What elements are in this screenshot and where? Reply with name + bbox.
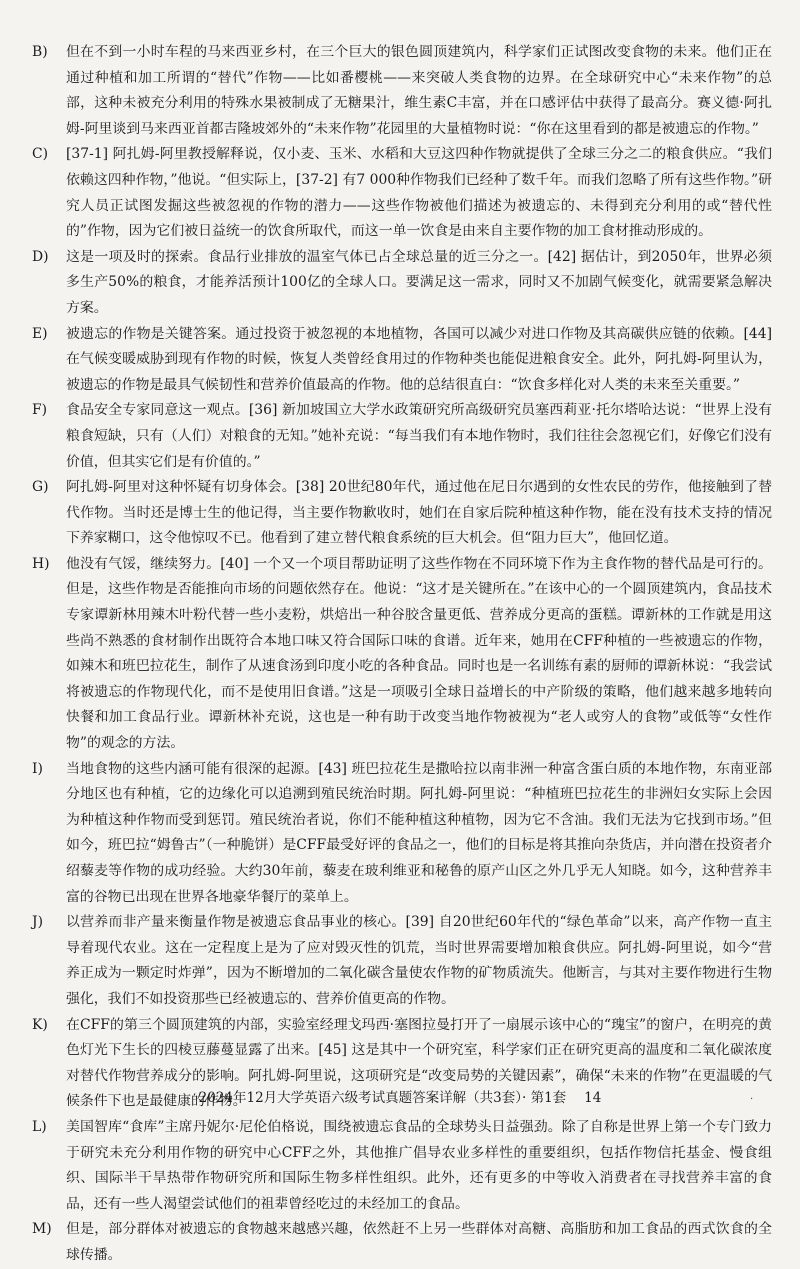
scan-mark: · — [750, 1094, 754, 1105]
paragraph-text: [37-1] 阿扎姆-阿里教授解释说，仅小麦、玉米、水稻和大豆这四种作物就提供了全球三分之二的粮食供应。“我们依赖这四种作物，”他说。“但实际上，[37-2] 有7 000种作物我们已经种了数千年。而我们忽略了所有这些作物。”研究人员正试图发掘这些被忽视的作物的潜力——这些作物被他们描述为被遗忘的、未得到充分利用的或“替代性的”作物，因为它们被日益统一的饮食所取代，而这一单一饮食是由来自主要作物的加工食材推动形成的。 — [66, 146, 772, 240]
paragraph-f — [28, 398, 772, 475]
paragraph-j — [28, 910, 772, 1012]
paragraph-h — [28, 552, 772, 757]
paragraph-text: 这是一项及时的探索。食品行业排放的温室气体已占全球总量的近三分之一。[42] 据估计，到2050年，世界必须多生产50%的粮食，才能养活预计100亿的全球人口。要满足这一需求，同时又不加剧气候变化，就需要紧急解决方案。 — [66, 248, 772, 316]
paragraph-g — [28, 475, 772, 552]
paragraph-c — [28, 142, 772, 244]
paragraph-label: B) — [32, 44, 48, 60]
paragraph-l — [28, 1115, 772, 1217]
paragraph-label: I) — [32, 760, 43, 777]
paragraph-d — [28, 245, 772, 322]
paragraph-text: 以营养而非产量来衡量作物是被遗忘食品事业的核心。[39] 自20世纪60年代的“绿色革命”以来，高产作物一直主导着现代农业。这在一定程度上是为了应对毁灭性的饥荒，当时世界需要增加粮食供应。阿扎姆-阿里说，如今“营养正成为一颗定时炸弹”，因为不断增加的二氧化碳含量使农作物的矿物质流失。他断言，与其对主要作物进行生物强化，我们不如投资那些已经被遗忘的、营养价值更高的作物。 — [66, 914, 772, 1007]
paragraph-text: 被遗忘的作物是关键答案。通过投资于被忽视的本地植物，各国可以减少对进口作物及其高碳供应链的依赖。[44] 在气候变暖威胁到现有作物的时候，恢复人类曾经食用过的作物种类也能促进粮食安全。此外，阿扎姆-阿里认为，被遗忘的作物是最具气候韧性和营养价值最高的作物。他的总结很直白：“饮食多样化对人类的未来至关重要。” — [66, 325, 772, 393]
paragraph-label: H) — [32, 555, 50, 572]
paragraph-label: L) — [32, 1118, 47, 1135]
paragraph-label: J) — [32, 914, 43, 931]
page-footer — [0, 1086, 800, 1106]
paragraph-text: 他没有气馁，继续努力。[40] 一个又一个项目帮助证明了这些作物在不同环境下作为主食作物的替代品是可行的。但是，这些作物是否能推向市场的问题依然存在。他说：“这才是关键所在。”在该中心的一个圆顶建筑内，食品技术专家谭新林用辣木叶粉代替一些小麦粉，烘焙出一种谷胶含量更低、营养成分更高的蛋糕。谭新林的工作就是用这些尚不熟悉的食材制作出既符合本地口味又符合国际口味的食谱。近年来，她用在CFF种植的一些被遗忘的作物，如辣木和班巴拉花生，制作了从速食汤到印度小吃的各种食品。同时也是一名训练有素的厨师的谭新林说：“我尝试将被遗忘的作物现代化，而不是使用旧食谱。”这是一项吸引全球日益增长的中产阶级的策略，他们越来越多地转向快餐和加工食品行业。谭新林补充说，这也是一种有助于改变当地作物被视为“老人或穷人的食物”或低等“女性作物”的观念的方法。 — [66, 555, 772, 752]
paragraph-label: E) — [32, 325, 48, 342]
paragraph-label: G) — [32, 479, 49, 496]
paragraph-label: D) — [32, 248, 49, 265]
paragraph-text: 但是，部分群体对被遗忘的食物越来越感兴趣，依然赶不上另一些群体对高糖、高脂肪和加工食品的西式饮食的全球传播。 — [66, 1221, 772, 1263]
paragraph-b — [28, 40, 772, 142]
paragraph-text: 食品安全专家同意这一观点。[36] 新加坡国立大学水政策研究所高级研究员塞西莉亚·托尔塔哈达说：“世界上没有粮食短缺，只有（人们）对粮食的无知。”她补充说：“每当我们有本地作物时，我们往往会忽视它们，好像它们没有价值，但其实它们是有价值的。” — [66, 402, 772, 470]
paragraph-text: 美国智库“食库”主席丹妮尔·尼伦伯格说，围绕被遗忘食品的全球势头日益强劲。除了自称是世界上第一个专门致力于研究未充分利用作物的研究中心CFF之外，其他推广倡导农业多样性的重要组织，包括作物信托基金、慢食组织、国际半干旱热带作物研究所和国际生物多样性组织。此外，还有更多的中等收入消费者在寻找营养丰富的食品，还有一些人渴望尝试他们的祖辈曾经吃过的未经加工的食品。 — [66, 1118, 772, 1212]
paragraph-label: M) — [32, 1221, 52, 1238]
paragraph-label: C) — [32, 146, 49, 163]
paragraph-text: 阿扎姆-阿里对这种怀疑有切身体会。[38] 20世纪80年代，通过他在尼日尔遇到的女性农民的劳作，他接触到了替代作物。当时还是博士生的他记得，当主要作物歉收时，她们在自家后院种植这种作物，能在没有技术支持的情况下养家糊口，这令他惊叹不已。他看到了建立替代粮食系统的巨大机会。但“阻力巨大”，他回忆道。 — [66, 479, 772, 547]
paragraph-text: 在CFF的第三个圆顶建筑的内部，实验室经理戈玛西·塞图拉曼打开了一扇展示该中心的“瑰宝”的窗户，在明亮的黄色灯光下生长的四棱豆藤蔓显露了出来。[45] 这是其中一个研究室，科学家们正在研究更高的温度和二氧化碳浓度对替代作物营养成分的影响。阿扎姆-阿里说，这项研究是“改变局势的关键因素”，确保“未来的作物”在更温暖的气候条件下也是最健康的作物。 — [66, 1016, 772, 1110]
page-number: 14 — [584, 1090, 602, 1106]
paragraph-label: K) — [32, 1016, 48, 1033]
paragraph-label: F) — [32, 402, 48, 419]
paragraph-text: 但在不到一小时车程的马来西亚乡村，在三个巨大的银色圆顶建筑内，科学家们正试图改变食物的未来。他们正在通过种植和加工所谓的“替代”作物——比如番樱桃——来突破人类食物的边界。在全球研究中心“未来作物”的总部，这种未被充分利用的特殊水果被制成了无糖果汁，维生素C丰富，并在口感评估中获得了最高分。赛义德·阿扎姆-阿里谈到马来西亚首都吉隆坡郊外的“未来作物”花园里的大量植物时说：“你在这里看到的都是被遗忘的作物。” — [66, 44, 772, 137]
paragraph-text: 当地食物的这些内涵可能有很深的起源。[43] 班巴拉花生是撒哈拉以南非洲一种富含蛋白质的本地作物，东南亚部分地区也有种植，它的边缘化可以追溯到殖民统治时期。阿扎姆-阿里说：“种植班巴拉花生的非洲妇女实际上会因为种植这种作物而受到惩罚。殖民统治者说，你们不能种植这种植物，因为它不含油。我们无法为它找到市场。”但如今，班巴拉“姆鲁古”（一种脆饼）是CFF最受好评的食品之一，他们的目标是将其推向杂货店，并向潜在投资者介绍藜麦等作物的成功经验。大约30年前，藜麦在玻利维亚和秘鲁的原产山区之外几乎无人知晓。如今，这种营养丰富的谷物已出现在世界各地豪华餐厅的菜单上。 — [66, 760, 772, 905]
footer-title: 2024年12月大学英语六级考试真题答案详解（共3套）· 第1套 — [198, 1090, 567, 1106]
paragraph-m — [28, 1217, 772, 1268]
paragraph-e — [28, 322, 772, 399]
answer-explanation-body — [28, 40, 772, 1269]
paragraph-i — [28, 757, 772, 911]
